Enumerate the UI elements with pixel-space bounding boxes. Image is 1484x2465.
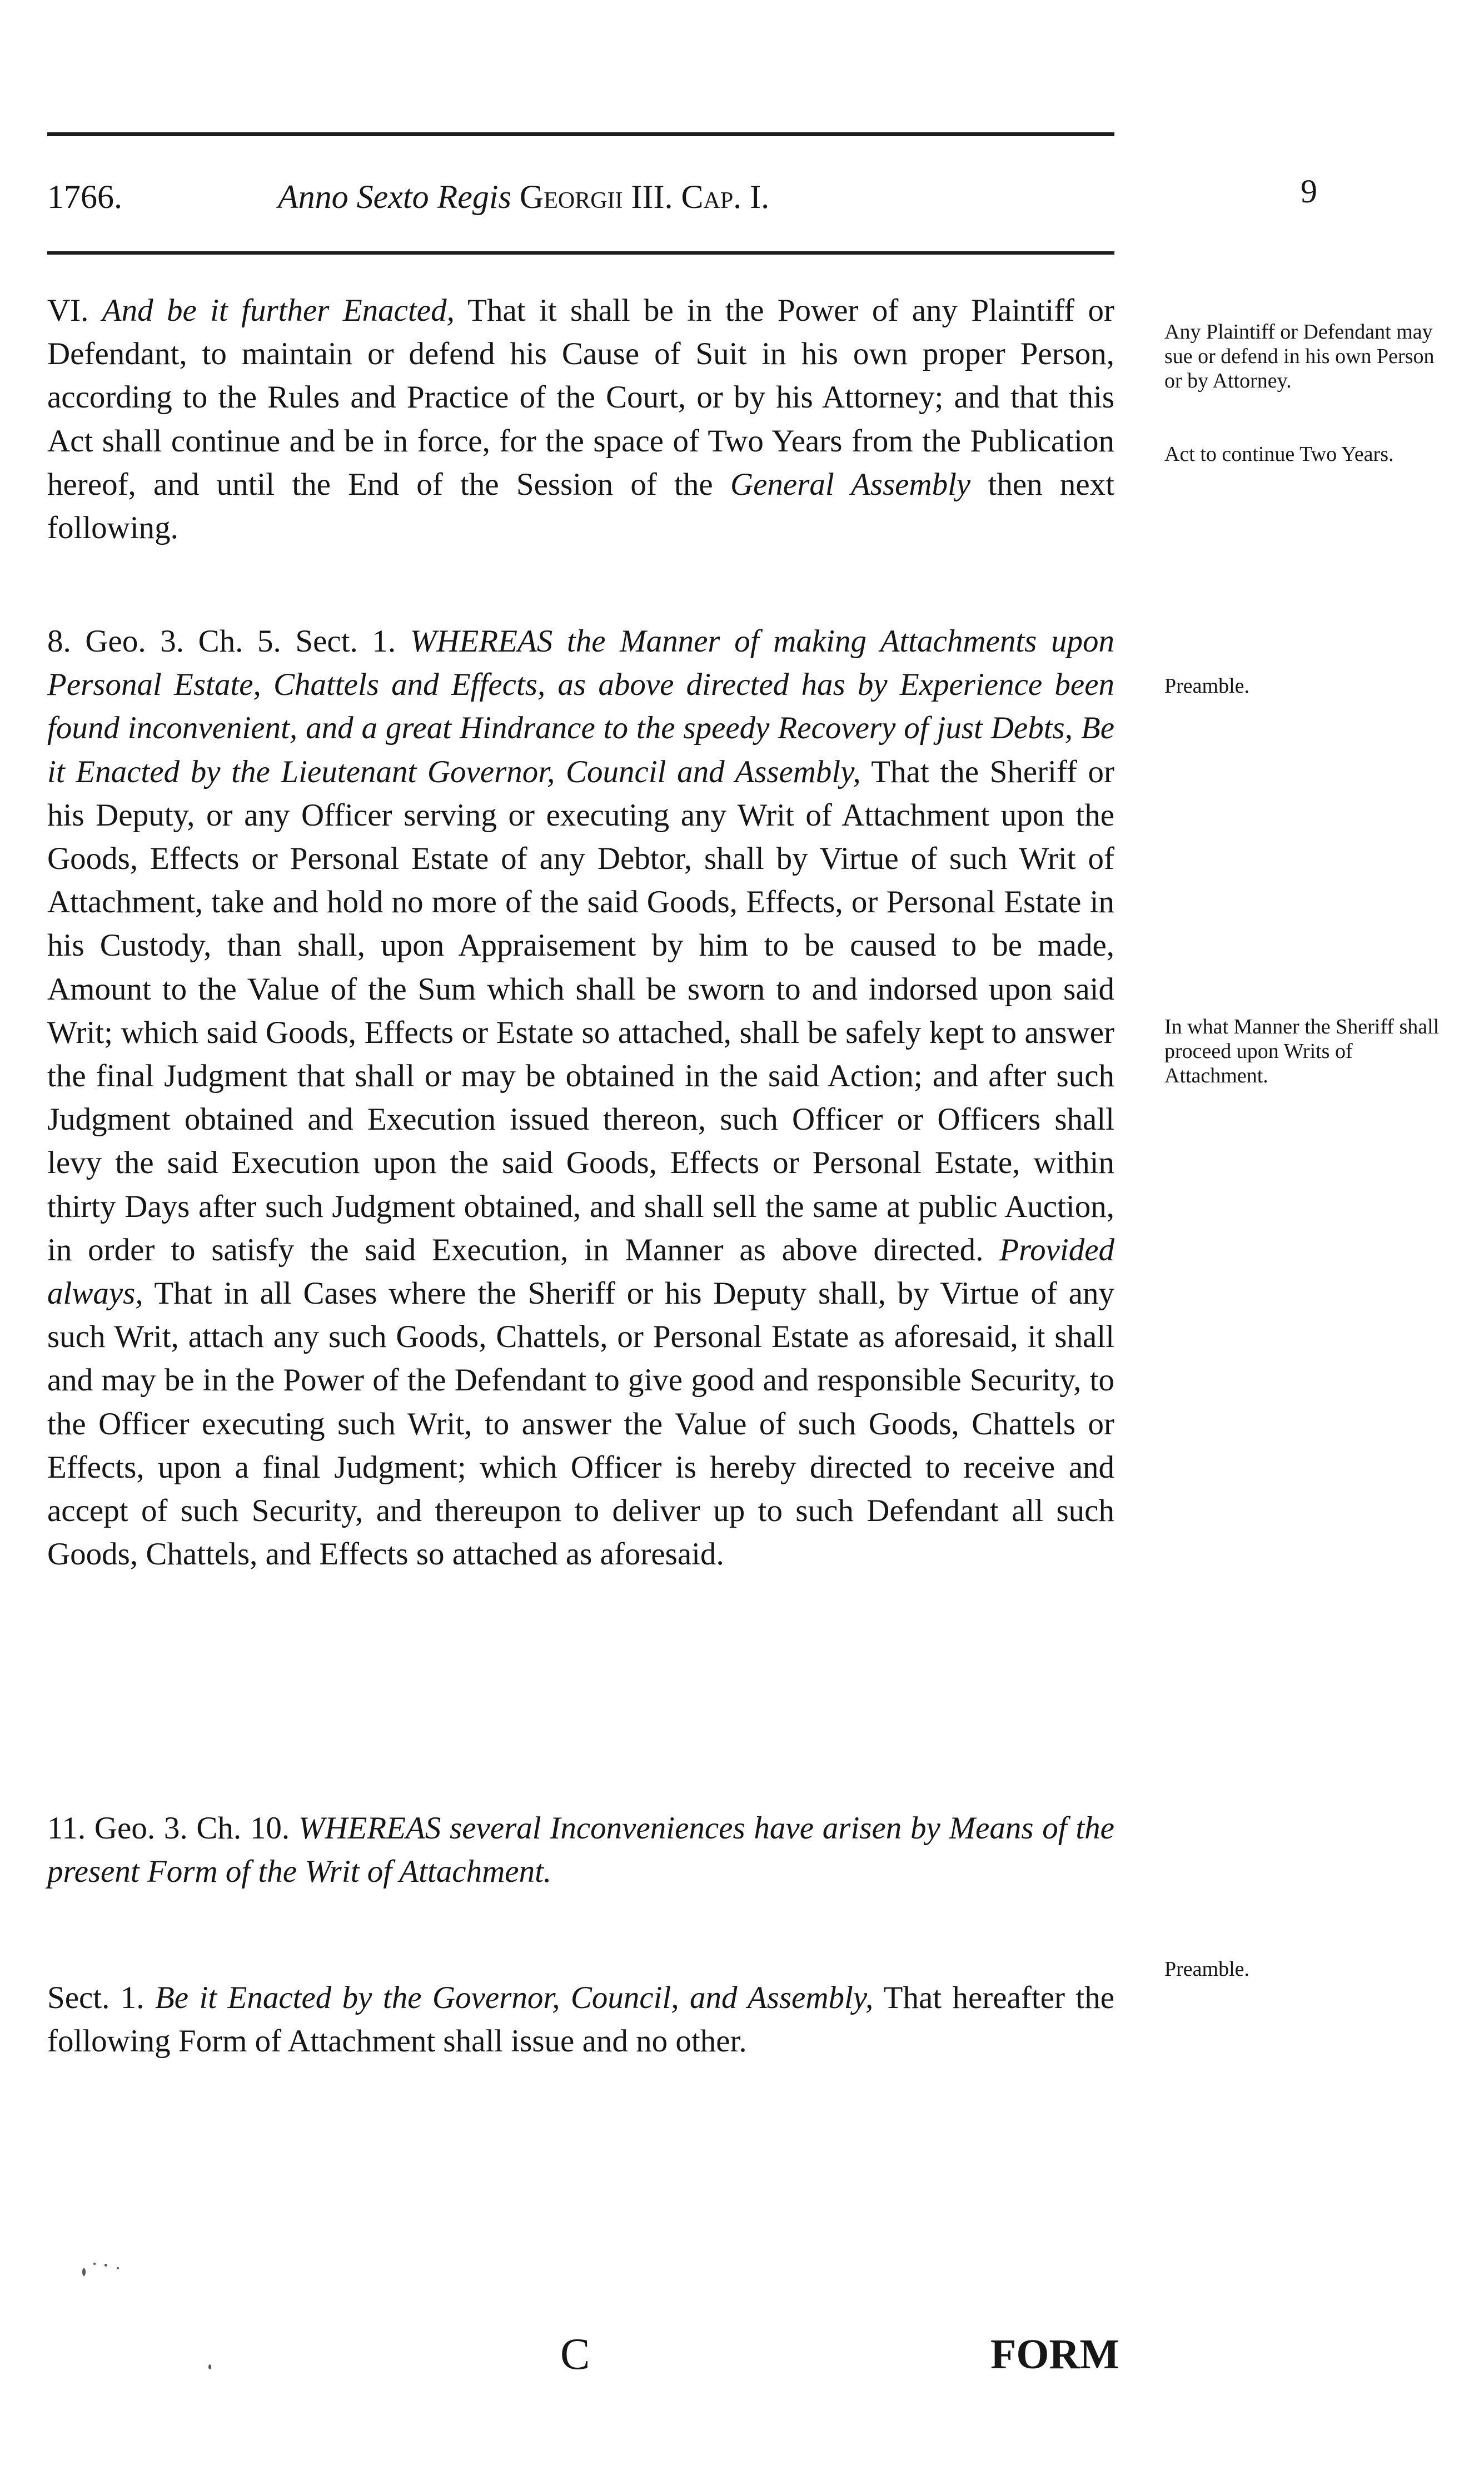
catchword: FORM [990,2331,1120,2378]
enacting-clause: Be it Enacted by the Governor, Council, and Assembly, [155,1980,874,2015]
header-title-caps: Georgii III. Cap. I. [519,178,770,215]
italic-term: General Assembly [730,466,971,502]
header-year: 1766. [47,178,122,215]
section-11-sect-1 [47,1976,1114,2063]
section-text-end: then next following. [47,466,1114,546]
scan-speck [82,2268,86,2276]
signature-mark: C [560,2330,590,2379]
section-8-paragraph [47,620,1114,1576]
section-text: That the Sheriff or his Deputy, or any Officer serving or executing any Writ of Attachment upon the Goods, Effects or Personal Estate of any Debtor, shall by Virtue of such Writ of Attachment, take and hold no more of the said Goods, Effects, or Personal Estate in his Custody, than shall, upon Appraisement by him to be caused to be made, Amount to the Value of the Sum which shall be sworn to and indorsed upon said Writ; which said Goods, Effects or Estate so attached, shall be safely kept to answer the final Judgment that shall or may be obtained in the said Action; and after such Judgment obtained and Execution issued thereon, such Officer or Officers shall levy the said Execution upon the said Goods, Effects or Personal Estate, within thirty Days after such Judgment obtained, and shall sell the same at public Auction, in order to satisfy the said Execution, in Manner as above directed. [47,754,1114,1268]
top-rule [47,132,1114,136]
scan-speck [93,2263,96,2265]
section-text: That it shall be in the Power of any Plaintiff or Defendant, to maintain or defend his Cause of Suit in his own proper Person, according to the Rules and Practice of the Court, or by his Attorney; and that this Act shall continue and be in force, for the space of Two Years from the Publication hereof, and until the End of the Session of the [47,293,1114,502]
section-text-end: That in all Cases where the Sheriff or his Deputy shall, by Virtue of any such Writ, attach any such Goods, Chattels, or Personal Estate as aforesaid, it shall and may be in the Power of the Defendant to give good and responsible Security, to the Officer executing such Writ, to answer the Value of such Goods, Chattels or Effects, upon a final Judgment; which Officer is hereby directed to receive and accept of such Security, and thereupon to deliver up to such Defendant all such Goods, Chattels, and Effects so attached as aforesaid. [47,1276,1114,1572]
enacting-clause: And be it further Enacted, [102,293,455,328]
margin-note-plaintiff-defendant: Any Plaintiff or Defendant may sue or defend in his own Person or by Attorney. [1164,320,1435,392]
margin-note-preamble: Preamble. [1164,674,1250,698]
section-text: That hereafter the following Form of Attachment shall issue and no other. [47,1980,1115,2059]
section-lead: VI. [47,293,89,328]
scan-speck [208,2364,211,2369]
section-11-paragraph [47,1807,1114,1894]
header-title-italic: Anno Sexto Regis [278,178,511,215]
section-vi [47,289,1114,550]
header-title [278,178,769,216]
section-lead: 8. Geo. 3. Ch. 5. Sect. 1. [47,624,396,659]
scan-speck [117,2267,119,2269]
section-lead: 11. Geo. 3. Ch. 10. [47,1811,290,1846]
proviso-clause: Provided always, [47,1232,1115,1311]
section-lead: Sect. 1. [47,1980,145,2015]
margin-note-preamble-2: Preamble. [1164,1957,1250,1981]
section-11-sect-1-paragraph [47,1976,1114,2063]
preamble-text: WHEREAS several Inconveniences have arisen by Means of the present Form of the Writ of Attachment. [47,1811,1114,1890]
running-header [0,167,1484,228]
section-8-geo-3 [47,620,1114,1576]
section-11-geo-3 [47,1807,1114,1894]
page-number: 9 [1301,173,1317,210]
header-rule [47,251,1114,255]
scan-speck [104,2264,107,2267]
margin-note-sheriff-proceed: In what Manner the Sheriff shall proceed upon Writs of Attachment. [1164,1015,1440,1087]
margin-note-act-duration: Act to continue Two Years. [1164,443,1394,466]
preamble-text: WHEREAS the Manner of making Attachments upon Personal Estate, Chattels and Effects, as above directed has by Experience been found inconvenient, and a great Hindrance to the speedy Recovery of just Debts, Be it Enacted by the Lieutenant Governor, Council and Assembly, [47,624,1114,789]
section-vi-paragraph [47,289,1114,550]
